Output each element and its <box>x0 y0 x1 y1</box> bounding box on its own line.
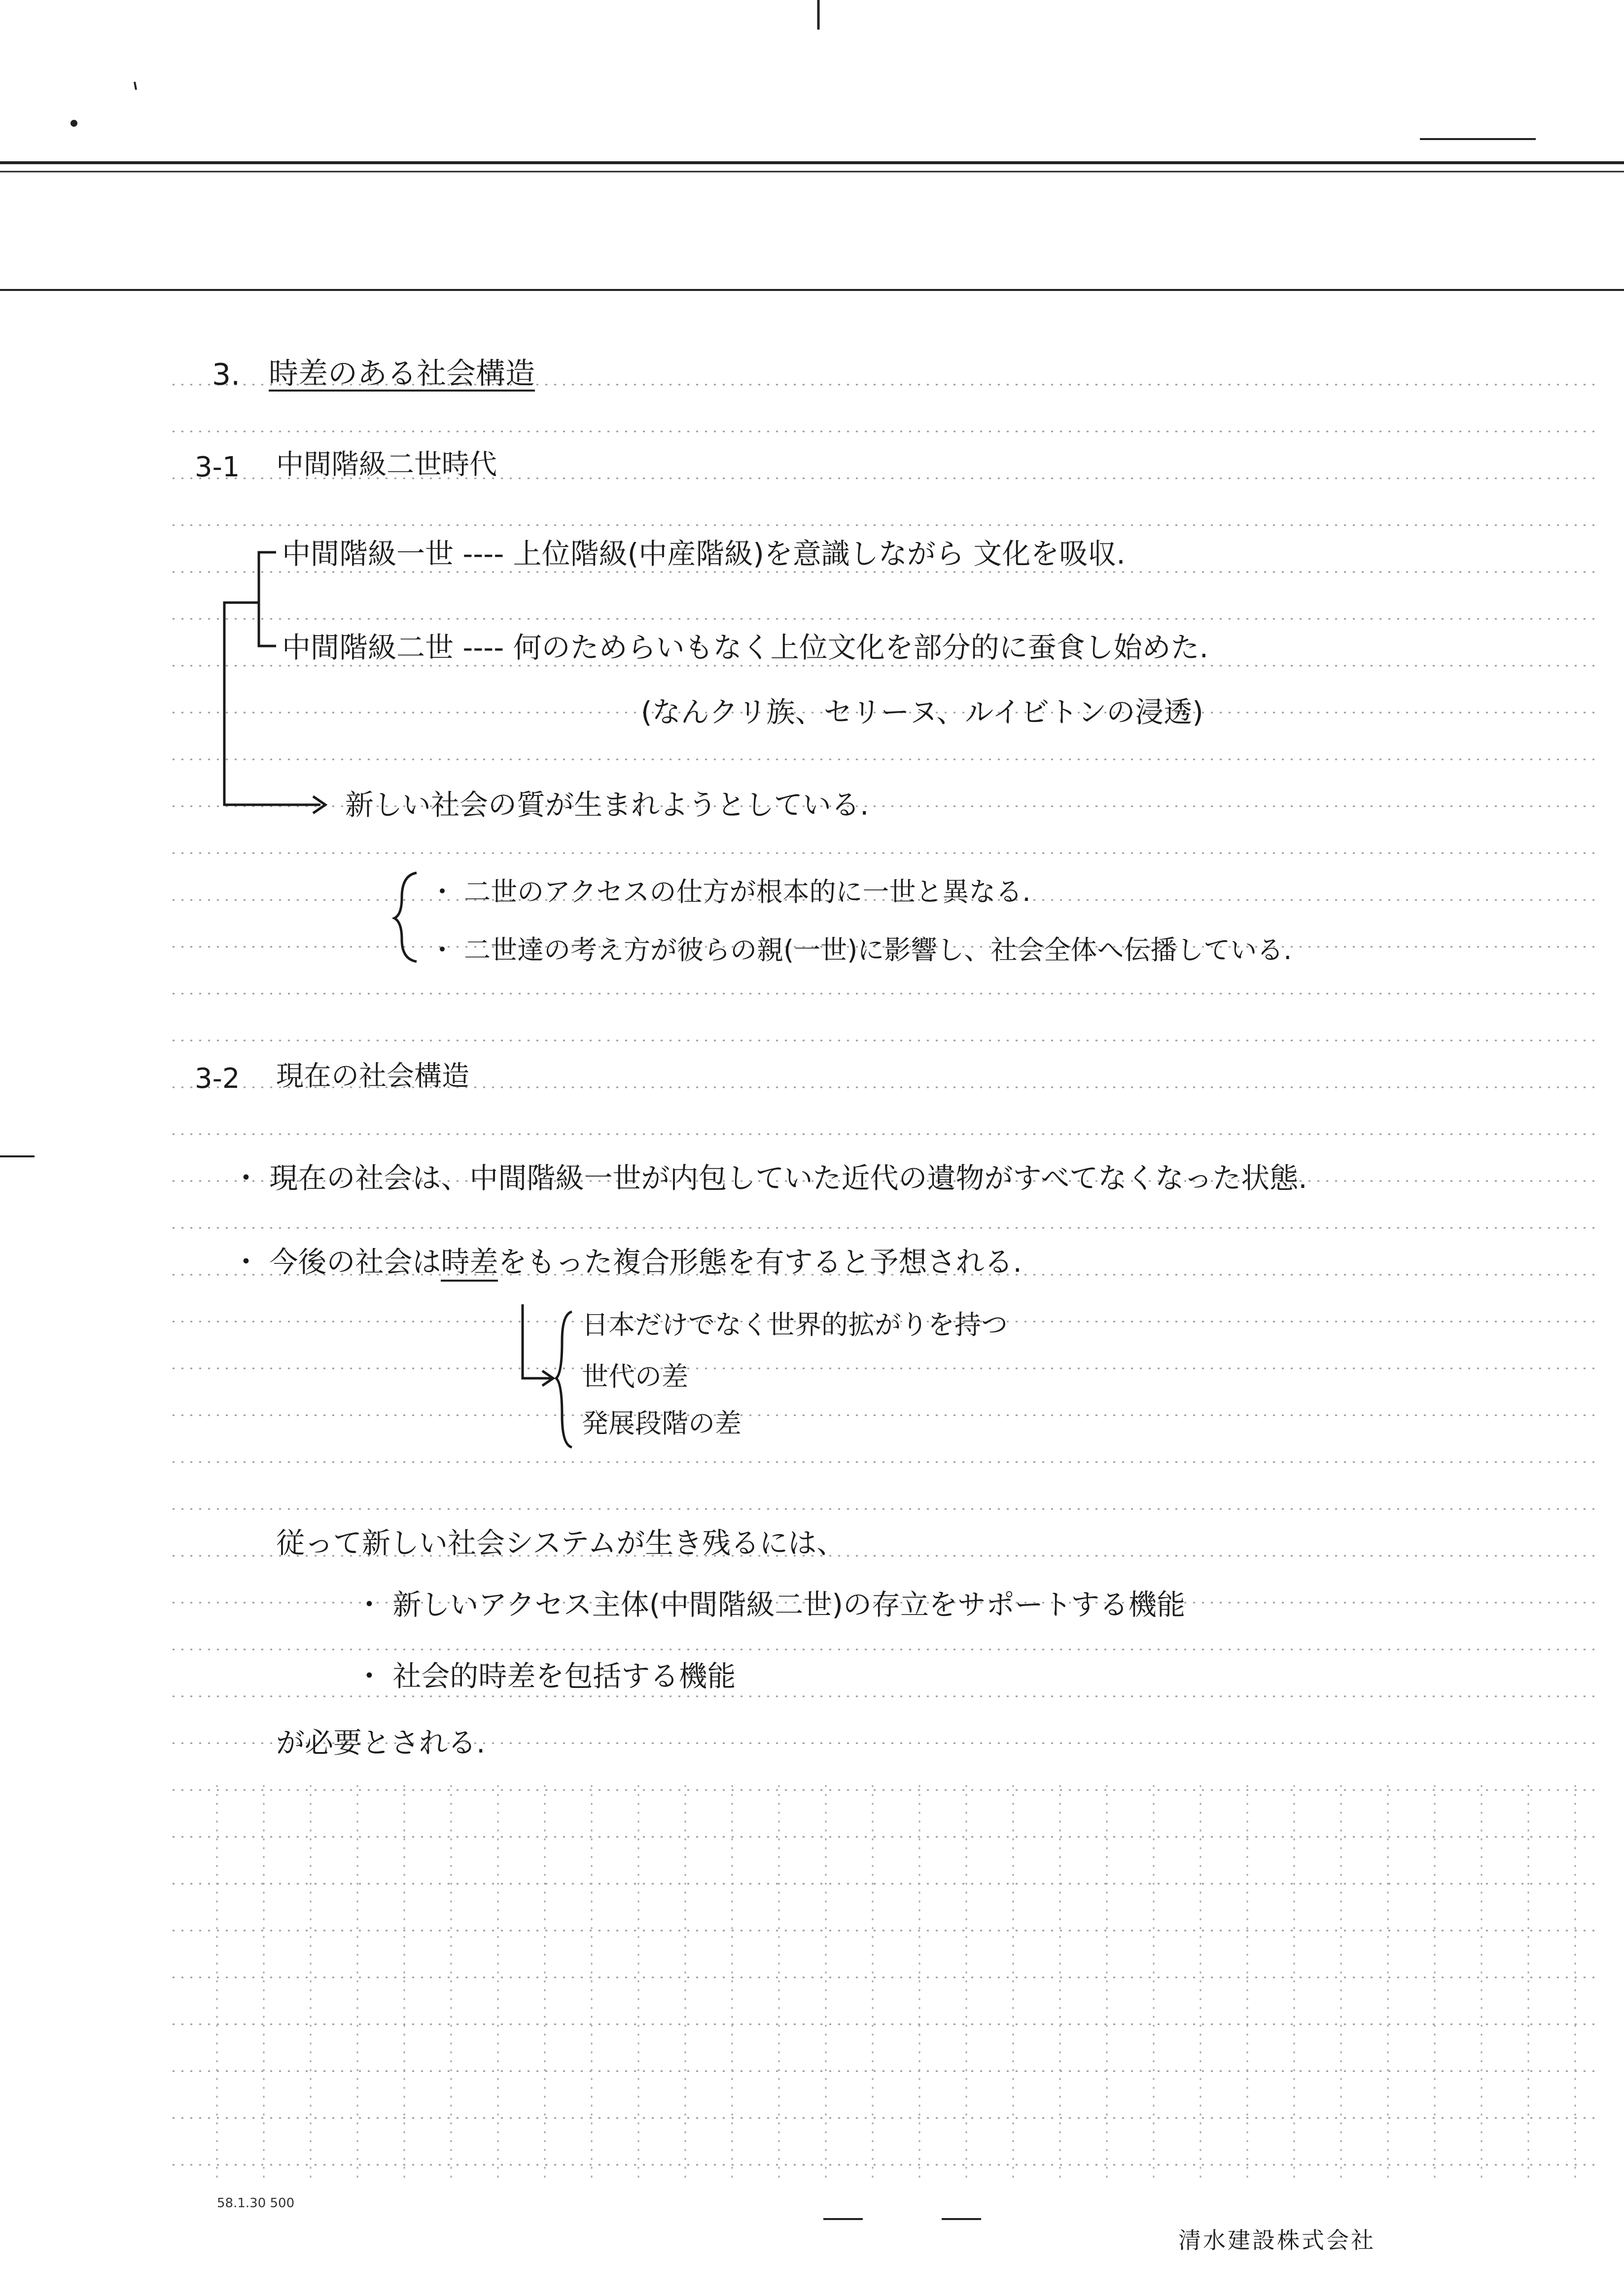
sub-item: 世代の差 <box>582 1361 688 1392</box>
bullet-item: ・ 現在の社会は、中間階級一世が内包していた近代の遺物がすべてなくなった状態. <box>232 1161 1307 1195</box>
subsection-title: 中間階級二世時代 <box>276 449 497 481</box>
bullet-item: ・ 二世のアクセスの仕方が根本的に一世と異なる. <box>429 876 1031 907</box>
company-name: 清水建設株式会社 <box>1178 2227 1376 2254</box>
sub-item: 日本だけでなく世界的拡がりを持つ <box>582 1309 1008 1340</box>
paragraph-line: (なんクリ族、セリーヌ、ルイビトンの浸透) <box>641 695 1203 729</box>
bullet-item: ・ 新しいアクセス主体(中間階級二世)の存立をサポートする機能 <box>355 1588 1186 1621</box>
paragraph-line: 中間階級二世 ---- 何のためらいもなく上位文化を部分的に蚕食し始めた. <box>282 631 1209 664</box>
form-code: 58.1.30 500 <box>217 2196 295 2211</box>
subsection-number: 3-2 <box>195 1063 240 1095</box>
bullet-text: をもった複合形態を有すると予想される. <box>498 1245 1022 1279</box>
section-number: 3. <box>212 358 241 392</box>
bullet-item <box>232 1245 1022 1279</box>
subsection-number: 3-1 <box>195 451 240 483</box>
subsection-title: 現在の社会構造 <box>276 1060 469 1092</box>
paragraph-line: 新しい社会の質が生まれようとしている. <box>345 788 869 822</box>
paragraph-line: 従って新しい社会システムが生き残るには、 <box>276 1526 846 1560</box>
bullet-text: ・ 今後の社会は <box>232 1245 441 1279</box>
sub-item: 発展段階の差 <box>582 1408 741 1439</box>
paragraph-line: が必要とされる. <box>276 1726 486 1759</box>
section-title: 時差のある社会構造 <box>269 357 535 391</box>
bullet-item: ・ 社会的時差を包括する機能 <box>355 1659 736 1693</box>
bullet-item: ・ 二世達の考え方が彼らの親(一世)に影響し、社会全体へ伝播している. <box>429 934 1292 966</box>
paragraph-line: 中間階級一世 ---- 上位階級(中産階級)を意識しながら 文化を吸収. <box>282 537 1126 571</box>
underlined-term: 時差 <box>441 1245 498 1282</box>
